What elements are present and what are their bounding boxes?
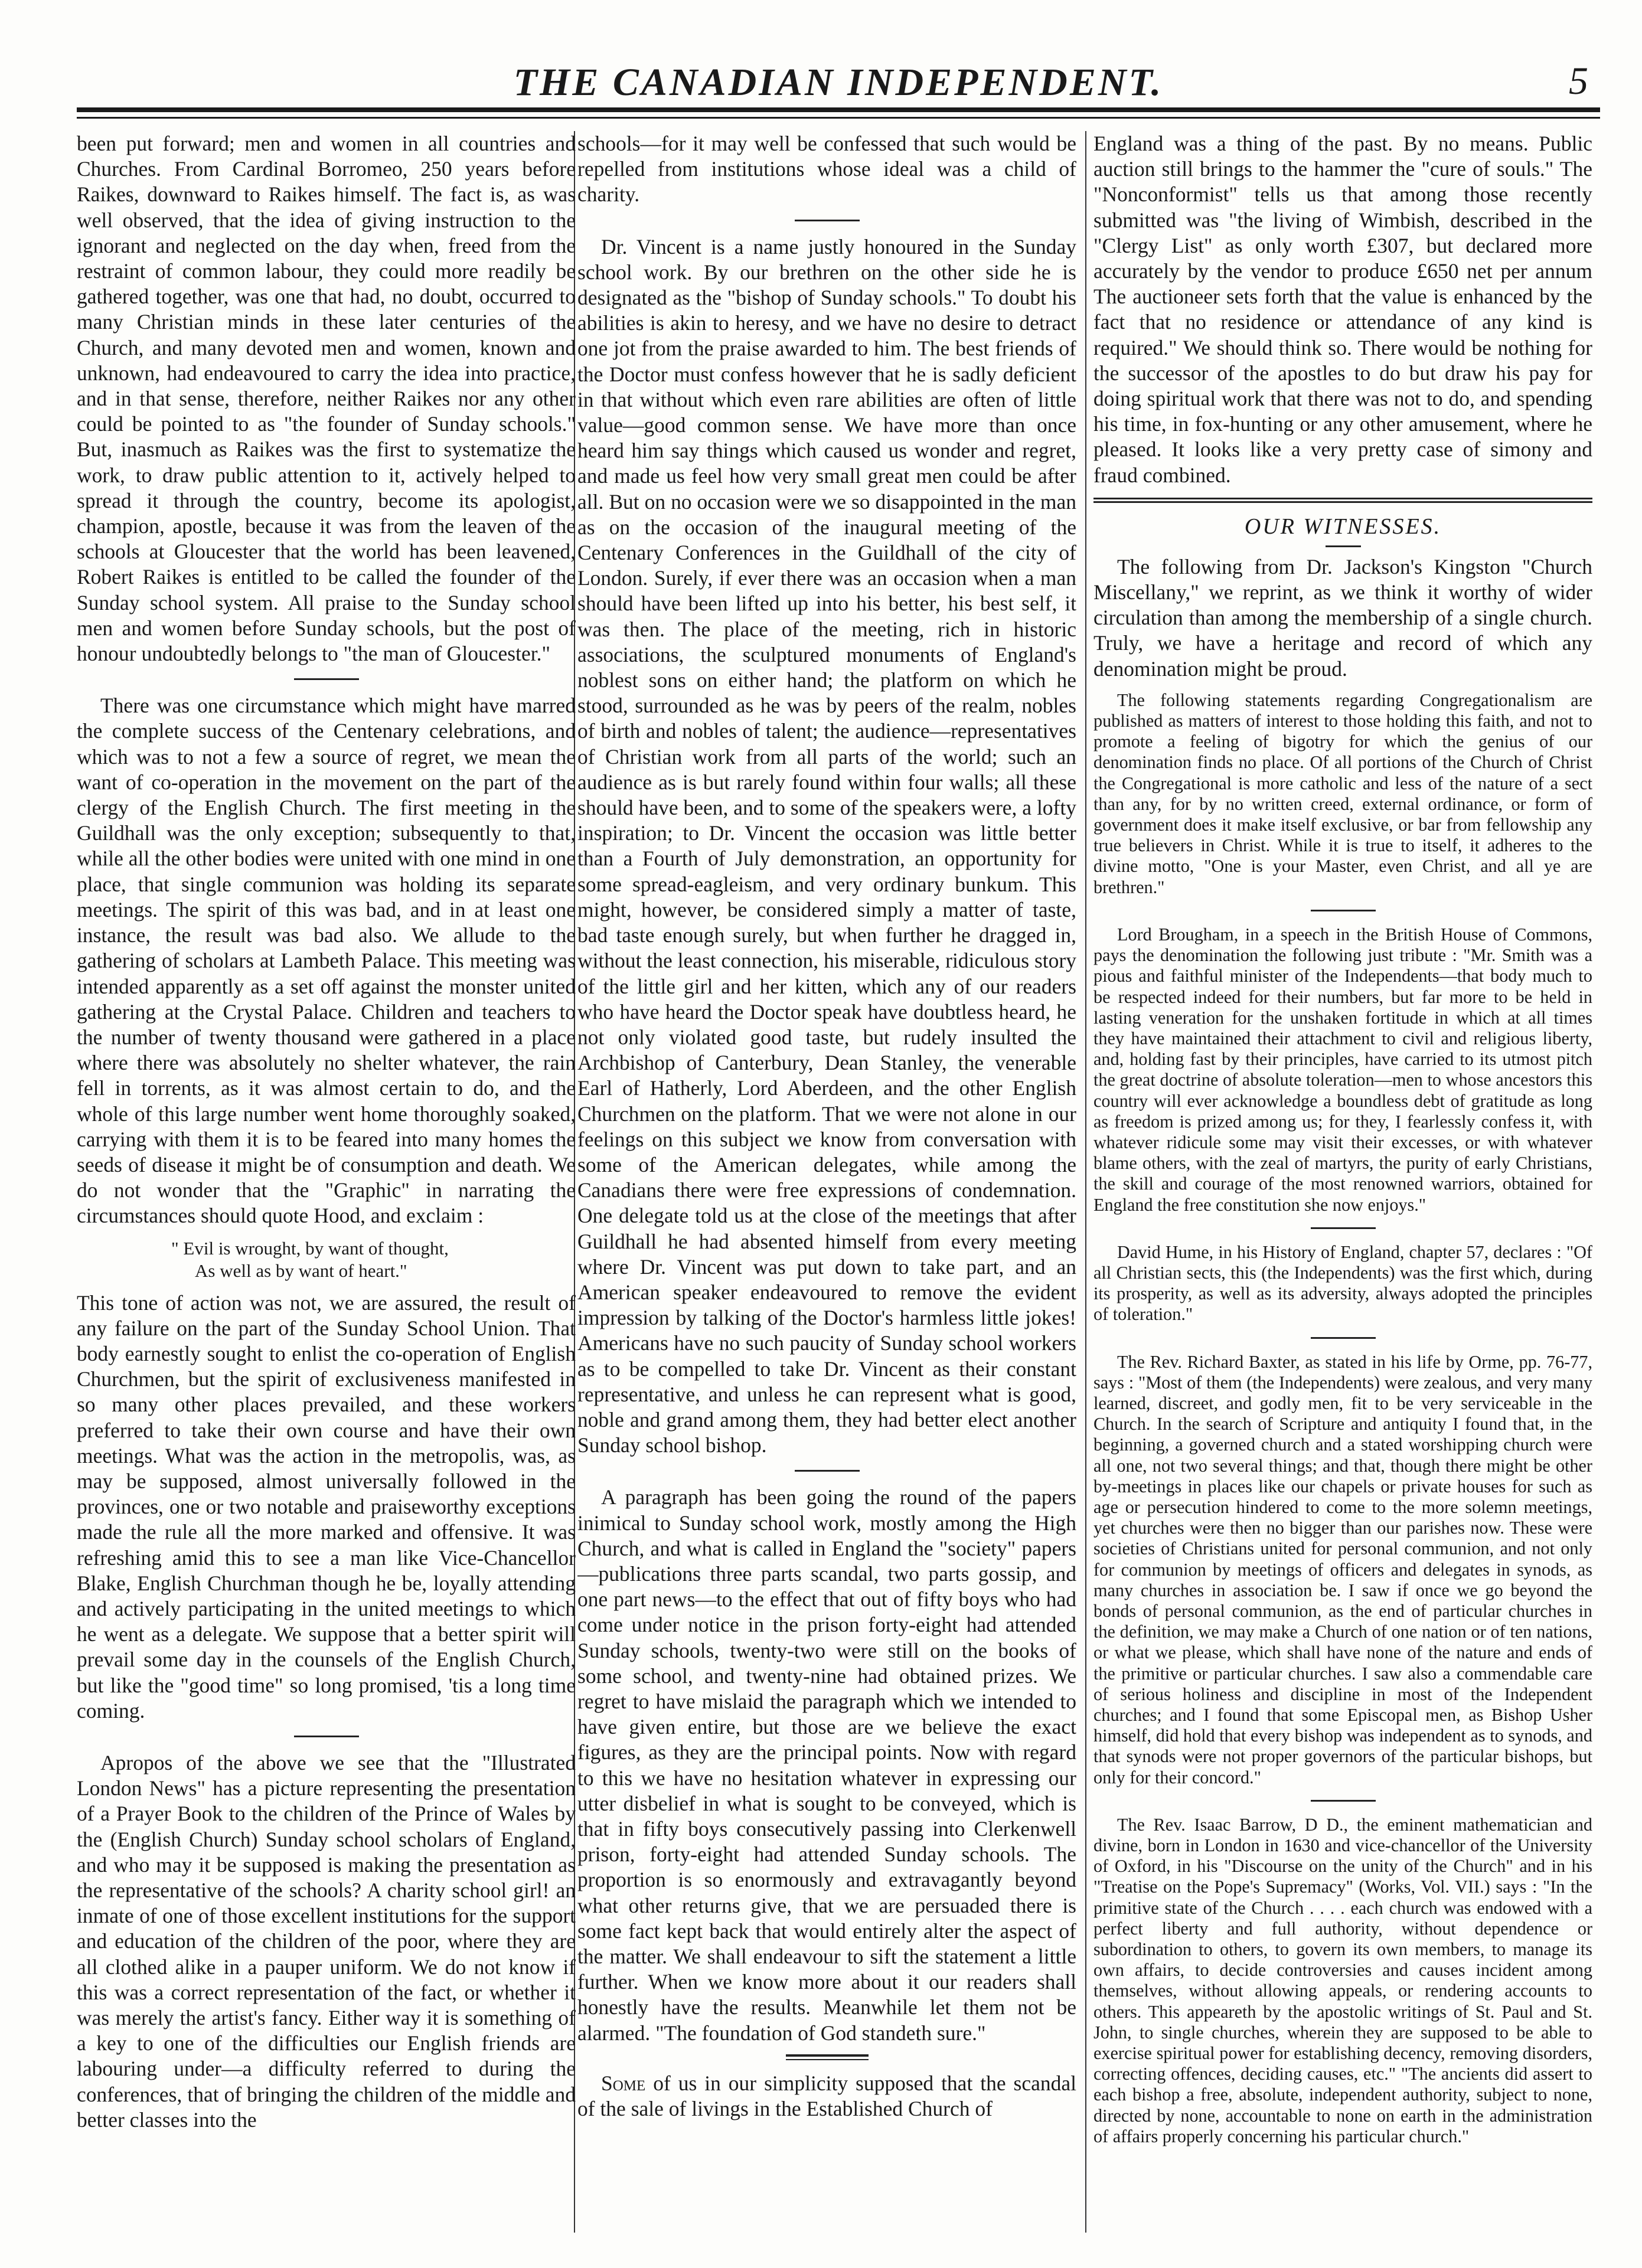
paragraph: David Hume, in his History of England, chapter 57, declares : "Of all Christian sects, this (the Independents) was the first which, during its prosperity, as well as its adversity, always adopted the principles of toleration." [1093, 1241, 1592, 1325]
column-2 [577, 131, 1076, 2233]
lead-word: Some [601, 2071, 646, 2095]
separator [1326, 545, 1361, 547]
section-heading: OUR WITNESSES. [1244, 514, 1442, 539]
paragraph: The Rev. Richard Baxter, as stated in his life by Orme, pp. 76-77, says : "Most of them (the Independents) were zealous, and very many learned, discreet, and godly men, fit to be very serviceable in the Church. In the search of Scripture and antiquity I found that, in the beginning, a governed church and a stated worshipping church were all one, not two several things; and that, though there might be other by-meetings in places like our chapels or private houses for such as age or persecution hindered to come to the more solemn meetings, yet churches were then no bigger than our parishes now. These were societies of Christians united for personal communion, and not only for communion by meetings of officers and delegates in synods, as many churches in association be. I saw if once we go beyond the bonds of personal communion, as the end of particular churches in the definition, we may make a Church of one nation or of ten nations, or what we please, which shall have none of the nature and ends of the primitive or particular churches. I saw also a commendable care of serious holiness and discipline in most of the Independent churches; and I found that some Episcopal men, as Bishop Usher himself, did hold that every bishop was independent as to synods, and that synods were not proper governors of the particular bishops, but only for their concord." [1093, 1351, 1592, 1787]
verse-line: " Evil is wrought, by want of thought, [171, 1237, 449, 1259]
paragraph: Dr. Vincent is a name justly honoured in the Sunday school work. By our brethren on the other side he is designated as the "bishop of Sunday schools." To doubt his abilities is akin to heresy, and we have no desire to detract one jot from the praise awarded to him. The best friends of the Doctor must confess however that he is sadly deficient in that without which even rare abilities are often of little value—good common sense. We have more than once heard him say things which caused us wonder and regret, and made us feel how very small great men could be after all. But on no occasion were we so disappointed in the man as on the occasion of the inaugural meeting of the Centenary Conferences in the Guildhall of the city of London. Surely, if ever there was an occasion when a man should have been lifted up into his better, his best self, it was then. The place of the meeting, rich in historic associations, the sculptured monuments of England's noblest sons on either hand; the platform on which he stood, surrounded as he was by peers of the realm, nobles of birth and nobles of talent; the audience—representatives of Christian work from all parts of the world; such an audience as is but rarely found within four walls; all these should have been, and to some of the speakers were, a lofty inspiration; to Dr. Vincent the occasion was little better than a Fourth of July demonstration, an opportunity for some spread-eagleism, and very ordinary bunkum. This might, however, be considered simply a matter of taste, bad taste enough surely, but when further he dragged in, without the least connection, his miserable, ridiculous story of the little girl and her kitten, which any of our readers who have heard the Doctor speak have doubtless heard, he not only violated good taste, but rudely insulted the Archbishop of Canterbury, Dean Stanley, the venerable Earl of Hatherly, Lord Aberdeen, and the other English Churchmen on the platform. That we were not alone in our feelings on this subject we know from conversation with some of the American delegates, while among the Canadians there were free expressions of condemnation. One delegate told us at the close of the meetings that after Guildhall he had absented himself from every meeting where Dr. Vincent was put down to take part, and an American speaker endeavoured to remove the evident impression by talking of the Doctor's harmless little jokes! Americans have no such paucity of Sunday school workers as to be compelled to take Dr. Vincent as their constant representative, and unless he can represent what is good, noble and grand among them, they had better elect another Sunday school bishop. [577, 234, 1076, 1457]
paragraph: A paragraph has been going the round of the papers inimical to Sunday school work, mostly among the High Church, and what is called in England the "society" papers—publications three parts scandal, two parts gossip, and one part news—to the effect that out of fifty boys who had come under notice in the prison forty-eight had attended Sunday schools, twenty-two were still on the books of some school, and twenty-nine had obtained prizes. We regret to have mislaid the paragraph which we intended to have given entire, but those are we believe the exact figures, as they are the principal points. Now with regard to this we have no hesitation whatever in expressing our utter disbelief in what is sought to be conveyed, which is that in fifty boys consecutively passing into Clerkenwell prison, forty-eight had attended Sunday schools. The proportion is so enormously and extravagantly beyond what other returns give, that we are persuaded there is some fact kept back that would entirely alter the aspect of the matter. We shall endeavour to sift the statement a little further. When we know more about it our readers shall honestly have the results. Meanwhile let them not be alarmed. "The foundation of God standeth sure." [577, 1485, 1076, 2045]
masthead [77, 57, 1600, 104]
separator [1311, 1800, 1376, 1802]
separator [294, 678, 359, 680]
paragraph: Lord Brougham, in a speech in the British House of Commons, pays the denomination the following just tribute : "Mr. Smith was a pious and faithful minister of the Independents—that body much to be respected indeed for their numbers, but far more to be held in lasting veneration for the unshaken fortitude in which at all times they have maintained their attachment to civil and religious liberty, and, holding fast by their principles, have carried to its utmost pitch the great doctrine of absolute toleration—men to whose ancestors this country will ever acknowledge a boundless debt of gratitude as long as freedom is prized among us; for they, I fearlessly confess it, with whatever ridicule some may visit their excesses, or with whatever blame others, with the zeal of martyrs, the purity of early Christians, the skill and courage of the most renowned warriors, obtained for England the free constitution she now enjoys." [1093, 924, 1592, 1215]
separator [1311, 1227, 1376, 1229]
section-rule [1093, 498, 1592, 503]
paragraph: Apropos of the above we see that the "Illustrated London News" has a picture representing the presentation of a Prayer Book to the children of the Prince of Wales by the (English Church) Sunday school scholars of England, and who may it be supposed is making the presentation as the representative of the schools? A charity school girl! an inmate of one of those excellent institutions for the support and education of the children of the poor, where they are all clothed alike in a pauper uniform. We do not know if this was a correct representation of the fact, or whether it was merely the artist's fancy. Either way it is something of a key to one of the difficulties our English friends are labouring under—a difficulty referred to during the conferences, that of bringing the children of the middle and better classes into the [77, 1750, 576, 2132]
separator [1311, 1337, 1376, 1339]
paragraph: England was a thing of the past. By no means. Public auction still brings to the hammer the "cure of souls." The "Nonconformist" tells us that among those recently submitted was "the living of Wimbish, described in the "Clergy List" as only worth £307, but declared more accurately by the vendor to produce £650 net per annum The auctioneer sets forth that the value is enhanced by the fact that no residence or attendance of any kind is required." We should think so. There would be nothing for the successor of the apostles to do but draw his pay for doing spiritual work that there was not to do, and spending his time, in fox-hunting or any other amusement, where he pleased. It looks like a very pretty case of simony and fraud combined. [1093, 132, 1592, 487]
verse-line: As well as by want of heart." [195, 1260, 407, 1281]
separator [294, 1736, 359, 1737]
verse-quote [171, 1237, 576, 1282]
separator [1311, 910, 1376, 911]
header-rule-thick [77, 107, 1600, 112]
paragraph: The Rev. Isaac Barrow, D D., the eminent mathematician and divine, born in London in 1630 and vice-chancellor of the University of Oxford, in his "Discourse on the unity of the Church" and in his "Treatise on the Pope's Supremacy" (Works, Vol. VII.) says : "In the primitive state of the Church . . . . each church was endowed with a perfect liberty and full authority, without dependence or subordination to others, to govern its own members, to manage its own affairs, to decide controversies and causes incident among themselves, without allowing appeals, or rendering accounts to others. This appeareth by the apostolic writings of St. Paul and St. John, to single churches, wherein they are supposed to be able to exercise spiritual power for establishing decency, removing disorders, correcting offences, deciding causes, etc." "The ancients did assert to each bishop a free, absolute, independent authority, subject to none, directed by none, accountable to none on earth in the administration of affairs properly concerning his particular church." [1093, 1814, 1592, 2146]
paragraph [577, 2071, 1076, 2122]
paragraph: The following from Dr. Jackson's Kingston "Church Miscellany," we reprint, as we think it worthy of wider circulation than among the membership of a single church. Truly, we have a heritage and record of which any denomination might be proud. [1093, 554, 1592, 681]
paragraph: This tone of action was not, we are assured, the result of any failure on the part of the Sunday School Union. That body earnestly sought to enlist the co-operation of English Churchmen, but the spirit of exclusiveness manifested in so many other places prevailed, and these workers preferred to take their own course and have their own meetings. What was the action in the metropolis, was, as may be supposed, almost universally followed in the provinces, one or two notable and praiseworthy exceptions made the rule all the more marked and offensive. It was refreshing amid this to see a man like Vice-Chancellor Blake, English Churchman though he be, loyally attending and actively participating in the united meetings to which he went as a delegate. We suppose that a better spirit will prevail some day in the counsels of the English Church, but like the "good time" so long promised, 'tis a long time coming. [77, 1290, 576, 1723]
paragraph: There was one circumstance which might have marred the complete success of the Centenary celebrations, and which was to not a few a source of regret, we mean the want of co-operation in the movement on the part of the clergy of the English Church. The first meeting in the Guildhall was the only exception; subsequently to that, while all the other bodies were united with one mind in one place, that single communion was holding its separate meetings. The spirit of this was bad, and in at least one instance, the result was bad also. We allude to the gathering of scholars at Lambeth Palace. This meeting was intended apparently as a set off against the monster united gathering at the Crystal Palace. Children and teachers to the number of twenty thousand were gathered in a place where there was absolutely no shelter whatever, the rain fell in torrents, as it was almost certain to do, and the whole of this large number went home thoroughly soaked, carrying with them it is to be feared into many homes the seeds of disease it might be of consumption and death. We do not wonder that the "Graphic" in narrating the circumstances should quote Hood, and exclaim : [77, 694, 576, 1228]
header-rule-thin [77, 117, 1600, 119]
column-3 [1093, 131, 1592, 2233]
separator [795, 1470, 860, 1472]
column-1 [77, 131, 576, 2233]
paragraph: been put forward; men and women in all countries and Churches. From Cardinal Borromeo, 250 years before Raikes, downward to Raikes himself. The fact is, as was well observed, that the idea of giving instruction to the ignorant and neglected on the day when, freed from the restraint of common labour, they could more readily be gathered together, was one that had, no doubt, occurred to many Christian minds in these later centuries of the Church, and many devoted men and women, known and unknown, had endeavoured to carry the idea into practice, and in that sense, therefore, neither Raikes nor any other could be pointed to as "the founder of Sunday schools." But, inasmuch as Raikes was the first to systematize the work, to draw public attention to it, actively helped to spread it through the country, become its apologist, champion, apostle, because it was from the leaven of the schools at Gloucester that the world has been leavened, Robert Raikes is entitled to be called the founder of the Sunday school system. All praise to the Sunday school men and women before Sunday schools, but the post of honour undoubtedly belongs to "the man of Gloucester." [77, 132, 576, 666]
column-divider [1085, 131, 1086, 2233]
paragraph-text: of us in our simplicity supposed that the scandal of the sale of livings in the Established Church of [577, 2071, 1076, 2121]
page-number: 5 [1569, 60, 1588, 103]
section-end-rule [786, 2054, 869, 2060]
separator [795, 220, 860, 221]
paragraph: schools—for it may well be confessed that such would be repelled from institutions whose ideal was a child of charity. [577, 132, 1076, 207]
page-title: THE CANADIAN INDEPENDENT. [513, 61, 1164, 104]
paragraph: The following statements regarding Congregationalism are published as matters of interest to those holding this faith, and not to promote a feeling of bigotry for which the genius of our denomination finds no place. Of all portions of the Church of Christ the Congregational is more catholic and less of the nature of a sect than any, for by no written creed, external ordinance, or form of government does it make itself exclusive, or bar from fellowship any true believers in Christ. While it is true to itself, it adheres to the divine motto, "One is your Master, even Christ, and all ye are brethren." [1093, 689, 1592, 897]
